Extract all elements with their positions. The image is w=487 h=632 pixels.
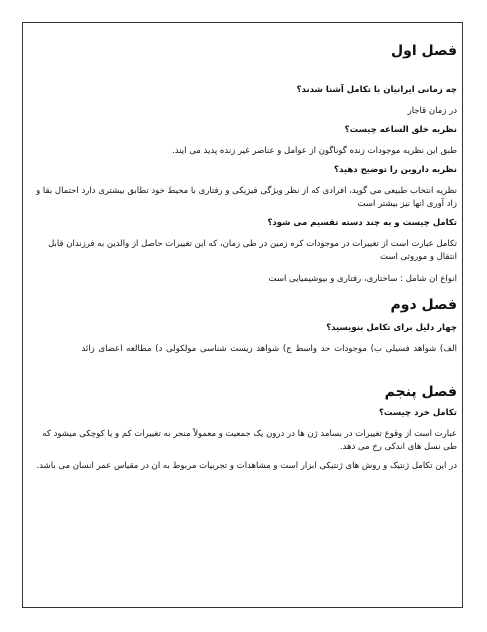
question-3: نظریه داروین را توضیح دهید؟ [334,165,457,175]
question-5: چهار دلیل برای تکامل بنویسید؟ [326,323,457,333]
answer-2: طبق این نظریه موجودات زنده گوناگون از عوامل و عناصر غیر زنده پدید می ایند. [172,146,457,156]
question-4: تکامل چیست و به چند دسته تقسیم می شود؟ [267,218,457,228]
document-content [30,30,457,473]
answer-6: عبارت است از وقوع تغییرات در بسامد ژن ها در درون یک جمعیت و معمولاً منجر به تغییرات کم و یا کوچکی میشود که طی نسل های اندکی رخ می دهد. [42,429,457,452]
question-1: چه زمانی ایرانیان با تکامل آشنا شدند؟ [296,85,457,95]
question-6: تکامل خرد چیست؟ [378,408,457,418]
question-2: نظریه خلق الساعه چیست؟ [344,125,457,135]
answer-4-types: انواع ان شامل : ساختاری، رفتاری و بیوشیمیایی است [268,274,457,284]
answer-6-extra: در این تکامل ژنتیک و روش های ژنتیکی ابزار است و مشاهدات و تجربیات مربوط به ان در مقیاس عمر انسان می باشد. [36,461,457,471]
answer-4: تکامل عبارت است از تغییرات در موجودات کره زمین در طی زمان، که این تغییرات حاصل از والدین به فرزندان قابل انتقال و موروثی است [48,239,457,262]
chapter-5-title: فصل پنجم [384,384,457,400]
answer-1: در زمان قاجار [407,106,457,116]
answer-5: الف) شواهد فسیلی ب) موجودات حد واسط ج) شواهد زیست شناسی مولکولی د) مطالعه اعضای زائد [81,344,457,354]
answer-3: نظریه انتخاب طبیعی می گوید، افرادی که از نظر ویژگی فیزیکی و رفتاری با محیط خود تطابق بیشتری دارد احتمال بقا و زاد آوری انها نیز بیشتر است [36,186,457,209]
chapter-1-title: فصل اول [391,43,457,59]
chapter-2-title: فصل دوم [390,297,457,313]
